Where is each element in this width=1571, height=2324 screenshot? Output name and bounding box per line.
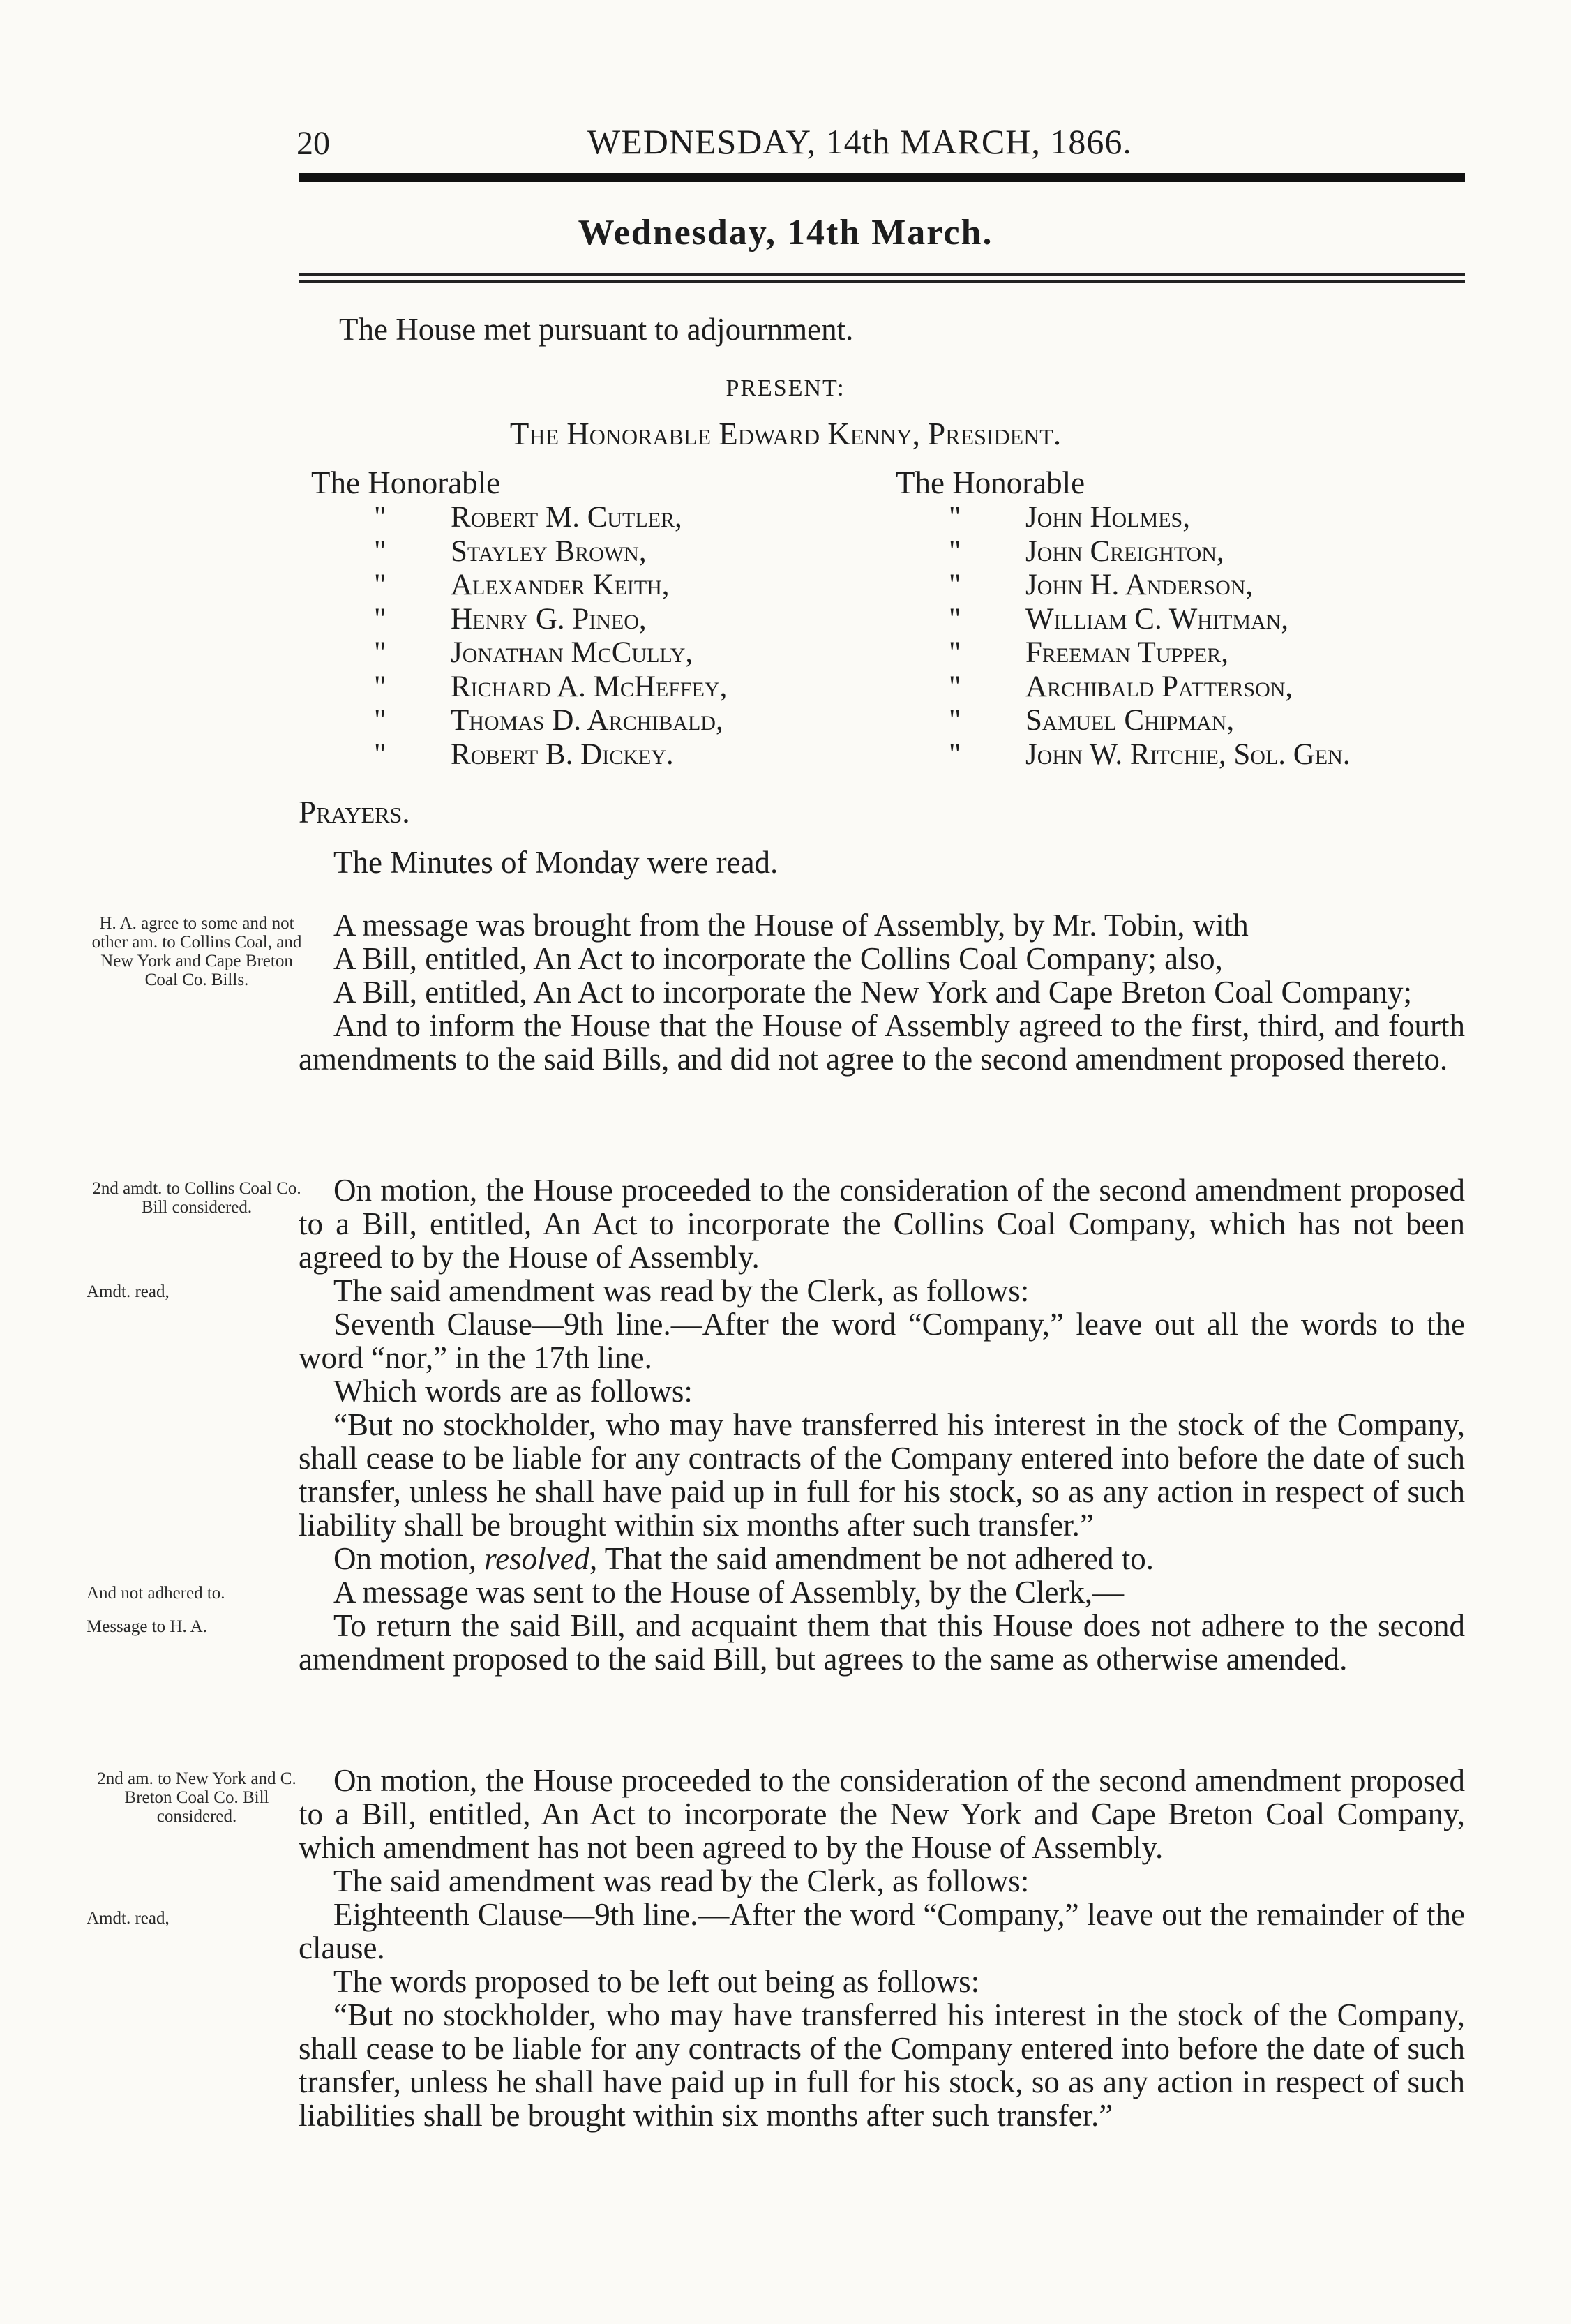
member-row: " Freeman Tupper,: [949, 636, 1228, 669]
title-rule-1: [299, 273, 1465, 276]
amendment-read: The said amendment was read by the Clerk, as follows:: [333, 1273, 1030, 1308]
president-line: The Honorable Edward Kenny, President.: [509, 417, 1062, 451]
member-row: " John Holmes,: [949, 501, 1190, 534]
member-row: " John H. Anderson,: [949, 569, 1254, 601]
margin-note-amdt-read-2: Amdt. read,: [87, 1909, 170, 1928]
resolution: On motion, resolved, That the said amendment be not adhered to.: [333, 1541, 1154, 1576]
present-label: PRESENT:: [726, 375, 845, 401]
eighteenth-clause: Eighteenth Clause—9th line.—After the word “Company,” leave out the remainder of the clause.: [299, 1897, 1465, 1965]
right-heading: The Honorable: [896, 465, 1085, 500]
member-row: " Henry G. Pineo,: [374, 602, 647, 636]
left-heading: The Honorable: [311, 465, 501, 500]
motion-newyork: On motion, the House proceeded to the consideration of the second amendment proposed to a Bill, entitled, An Act to incorporate the New York and Cape Breton Coal Company, which amendment has not been agreed to by the House of Assembly.: [299, 1763, 1465, 1865]
seventh-clause: Seventh Clause—9th line.—After the word “Company,” leave out all the words to the word “nor,” in the 17th line.: [299, 1307, 1465, 1375]
member-row: " John W. Ritchie, Sol. Gen.: [949, 737, 1351, 771]
member-row: " Robert B. Dickey.: [374, 737, 674, 771]
page-number: 20: [296, 125, 330, 162]
margin-note-collins-considered: 2nd amdt. to Collins Coal Co. Bill considered.: [92, 1179, 301, 1217]
member-row: " Alexander Keith,: [374, 569, 670, 601]
members-left: [374, 501, 727, 772]
header-rule: [299, 173, 1465, 182]
title-rule-2: [299, 280, 1465, 283]
section2: [299, 1174, 1465, 1676]
bill-newyork: A Bill, entitled, An Act to incorporate the New York and Cape Breton Coal Company;: [333, 975, 1413, 1010]
member-row: " William C. Whitman,: [949, 602, 1289, 636]
inform-paragraph: And to inform the House that the House of Assembly agreed to the first, third, and fourth amendments to the said Bills, and did not agree to the second amendment proposed thereto.: [299, 1008, 1465, 1077]
margin-note-newyork-considered: 2nd am. to New York and C. Breton Coal Co. Bill considered.: [97, 1769, 296, 1826]
member-row: " John Creighton,: [949, 534, 1224, 568]
member-row: " Jonathan McCully,: [374, 636, 693, 669]
message-line: A message was brought from the House of Assembly, by Mr. Tobin, with: [333, 908, 1249, 943]
members-right: [949, 501, 1351, 772]
opening-line: The House met pursuant to adjournment.: [339, 312, 854, 347]
page-title: Wednesday, 14th March.: [578, 213, 993, 253]
motion-collins: On motion, the House proceeded to the consideration of the second amendment proposed to a Bill, entitled, An Act to incorporate the Collins Coal Company, which has not been agreed to by the House of Assembly.: [299, 1173, 1465, 1275]
which-words: Which words are as follows:: [333, 1374, 693, 1409]
running-header-date: WEDNESDAY, 14th MARCH, 1866.: [587, 122, 1132, 161]
margin-note-message: Message to H. A.: [87, 1617, 207, 1636]
amendment-read-2: The said amendment was read by the Clerk, as follows:: [333, 1864, 1030, 1898]
words-left-out: The words proposed to be left out being as follows:: [333, 1964, 980, 1999]
margin-note-not-adhered: And not adhered to.: [87, 1584, 225, 1603]
bill-collins: A Bill, entitled, An Act to incorporate the Collins Coal Company; also,: [333, 941, 1223, 976]
member-row: " Archibald Patterson,: [949, 670, 1293, 703]
section3: [299, 1764, 1465, 2132]
member-row: " Richard A. McHeffey,: [374, 670, 728, 703]
quoted-clause-newyork: “But no stockholder, who may have transferred his interest in the stock of the Company, shall cease to be liable for any contracts of the Company entered into before the date of such transfer, unless he shall have paid up in full for his stock, so as any action in respect of such liabilities shall be brought within six months after such transfer.”: [299, 1997, 1465, 2133]
member-row: " Thomas D. Archibald,: [374, 704, 723, 737]
quoted-clause-collins: “But no stockholder, who may have transferred his interest in the stock of the Company, shall cease to be liable for any contracts of the Company entered into before the date of such transfer, unless he shall have paid up in full for his stock, so as any action in respect of such liability shall be brought within six months after such transfer.”: [299, 1407, 1465, 1543]
minutes-line: The Minutes of Monday were read.: [333, 845, 779, 880]
member-row: " Stayley Brown,: [374, 534, 647, 568]
member-row: " Robert M. Cutler,: [374, 501, 682, 534]
return-paragraph: To return the said Bill, and acquaint them that this House does not adhere to the second amendment proposed to the said Bill, but agrees to the same as otherwise amended.: [299, 1608, 1465, 1677]
message-sent: A message was sent to the House of Assembly, by the Clerk,—: [333, 1575, 1125, 1610]
margin-note-agree: H. A. agree to some and not other am. to Collins Coal, and New York and Cape Breton Coal Co. Bills.: [91, 914, 302, 989]
margin-note-amdt-read: Amdt. read,: [87, 1282, 170, 1301]
section1: [299, 908, 1465, 1076]
prayers: Prayers.: [299, 795, 410, 830]
member-row: " Samuel Chipman,: [949, 704, 1235, 737]
